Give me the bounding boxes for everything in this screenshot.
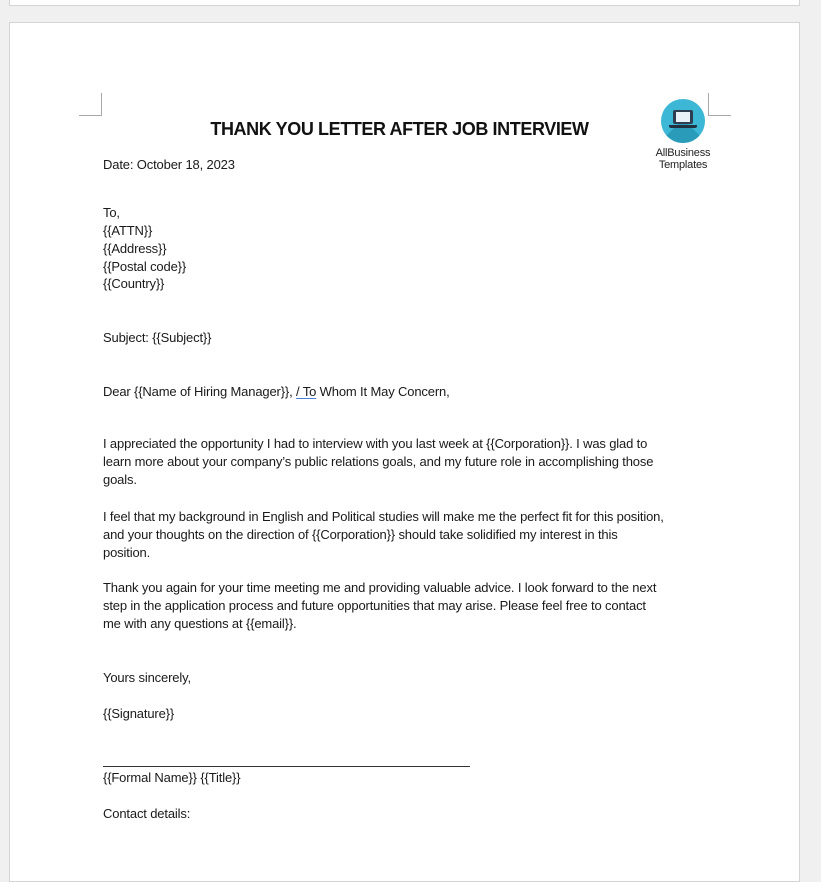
margin-corner-top-left — [79, 93, 102, 116]
signature-line — [103, 766, 470, 767]
date-line: Date: October 18, 2023 — [103, 157, 235, 172]
allbusiness-templates-logo — [650, 99, 716, 171]
logo-text-line1: AllBusiness — [655, 147, 711, 159]
previous-page — [9, 0, 800, 6]
paragraph-1-line-2: learn more about your company’s public relations goals, and my future role in accomplishing those — [103, 454, 654, 469]
paragraph-3-line-2: step in the application process and future opportunities that may arise. Please feel free to contact — [103, 598, 646, 613]
recipient-postal-code: {{Postal code}} — [103, 259, 187, 274]
formal-name-title: {{Formal Name}} {{Title}} — [103, 770, 241, 785]
recipient-attn: {{ATTN}} — [103, 223, 153, 238]
recipient-to: To, — [103, 205, 120, 220]
greeting-suffix: Whom It May Concern, — [316, 384, 450, 399]
paragraph-3-line-3: me with any questions at {{email}}. — [103, 616, 297, 631]
paragraph-1-line-1: I appreciated the opportunity I had to interview with you last week at {{Corporation}}. I was glad to — [103, 436, 648, 451]
laptop-icon — [661, 99, 705, 143]
paragraph-2-line-1: I feel that my background in English and Political studies will make me the perfect fit for this position, — [103, 509, 664, 524]
laptop-base — [669, 125, 697, 128]
recipient-country: {{Country}} — [103, 276, 165, 291]
greeting-line — [103, 383, 450, 401]
contact-details-label: Contact details: — [103, 806, 191, 821]
logo-text — [650, 147, 716, 171]
paragraph-1-line-3: goals. — [103, 472, 137, 487]
subject-line: Subject: {{Subject}} — [103, 330, 212, 345]
document-page — [9, 22, 800, 882]
document-title-text: THANK YOU LETTER AFTER JOB INTERVIEW — [210, 119, 589, 139]
greeting-underlined-text[interactable]: / To — [296, 384, 317, 399]
greeting-prefix: Dear {{Name of Hiring Manager}}, — [103, 384, 297, 399]
paragraph-2-line-3: position. — [103, 545, 151, 560]
paragraph-2-line-2: and your thoughts on the direction of {{Corporation}} should take solidified my interest in this — [103, 527, 618, 542]
laptop-screen — [673, 110, 693, 124]
paragraph-3-line-1: Thank you again for your time meeting me and providing valuable advice. I look forward to the next — [103, 580, 657, 595]
recipient-address: {{Address}} — [103, 241, 167, 256]
signature-placeholder: {{Signature}} — [103, 706, 175, 721]
closing: Yours sincerely, — [103, 670, 191, 685]
logo-text-line2: Templates — [658, 159, 708, 171]
